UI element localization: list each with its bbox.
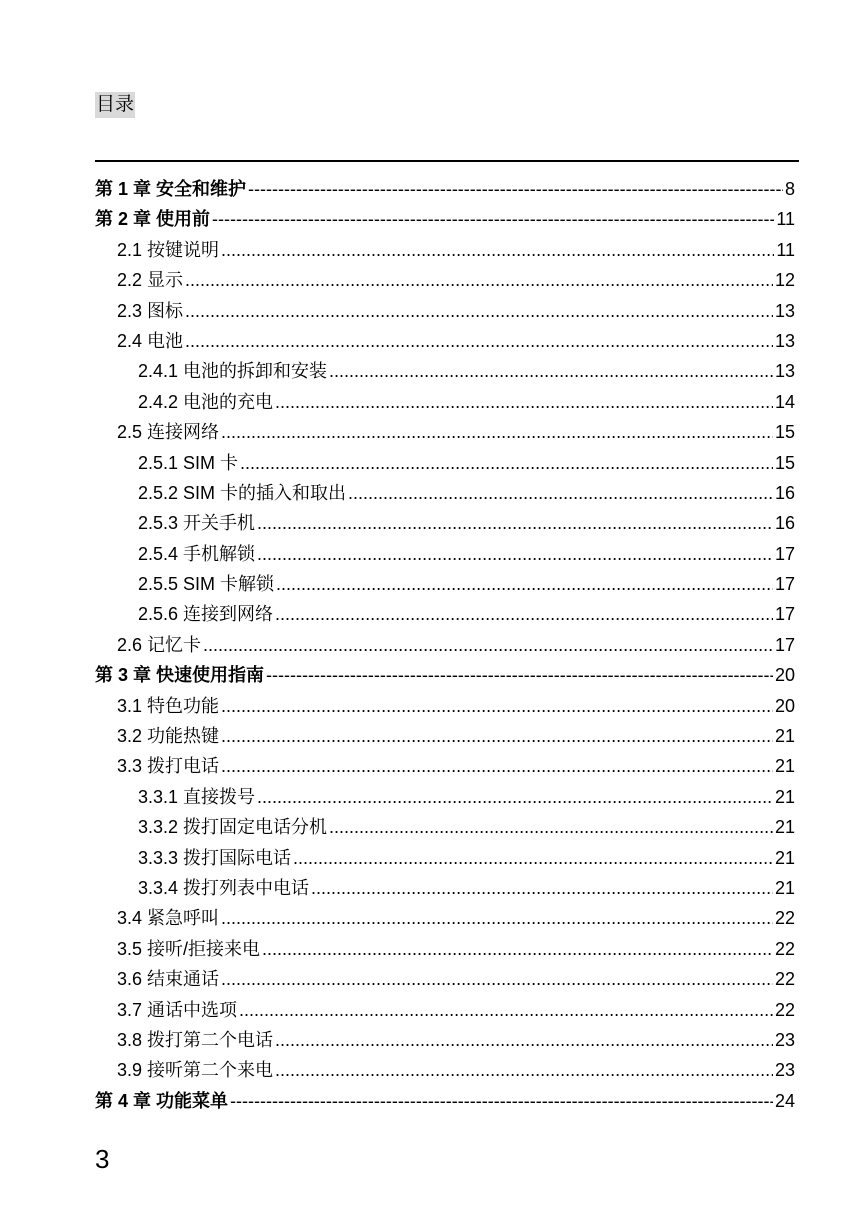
toc-dot-leader bbox=[203, 630, 773, 660]
toc-section-entry[interactable] bbox=[95, 417, 795, 447]
toc-section-entry[interactable] bbox=[95, 843, 795, 873]
toc-entry-label: 第 2 章 使用前 bbox=[95, 209, 211, 230]
toc-chapter-entry[interactable] bbox=[95, 660, 795, 690]
toc-entry-page: 16 bbox=[774, 513, 795, 534]
toc-section-entry[interactable] bbox=[95, 630, 795, 660]
toc-section-entry[interactable] bbox=[95, 812, 795, 842]
toc-entry-label: 2.2 显示 bbox=[117, 270, 184, 291]
toc-entry-page: 22 bbox=[774, 938, 795, 959]
toc-entry-label: 3.9 接听第二个来电 bbox=[117, 1060, 274, 1081]
toc-dot-leader bbox=[221, 964, 773, 994]
toc-entry-label: 3.3.3 拨打国际电话 bbox=[138, 847, 292, 868]
toc-entry-page: 17 bbox=[774, 634, 795, 655]
toc-entry-label: 2.5 连接网络 bbox=[117, 422, 220, 443]
toc-dot-leader bbox=[262, 934, 773, 964]
toc-entry-label: 3.7 通话中选项 bbox=[117, 999, 238, 1020]
toc-section-entry[interactable] bbox=[95, 539, 795, 569]
toc-section-entry[interactable] bbox=[95, 721, 795, 751]
toc-dot-leader bbox=[212, 204, 774, 234]
toc-chapter-entry[interactable] bbox=[95, 204, 795, 234]
toc-title: 目录 bbox=[95, 92, 135, 118]
toc-entry-label: 3.8 拨打第二个电话 bbox=[117, 1029, 274, 1050]
toc-entry-page: 21 bbox=[774, 786, 795, 807]
toc-section-entry[interactable] bbox=[95, 873, 795, 903]
toc-section-entry[interactable] bbox=[95, 782, 795, 812]
toc-dot-leader bbox=[329, 356, 773, 386]
toc-entry-label: 3.4 紧急呼叫 bbox=[117, 908, 220, 929]
toc-entry-page: 11 bbox=[776, 239, 795, 260]
toc-dot-leader bbox=[221, 751, 773, 781]
toc-entry-label: 3.3.1 直接拨号 bbox=[138, 786, 256, 807]
toc-entry-label: 2.4.2 电池的充电 bbox=[138, 391, 274, 412]
toc-dot-leader bbox=[239, 995, 773, 1025]
toc-dot-leader bbox=[230, 1086, 773, 1116]
toc-section-entry[interactable] bbox=[95, 569, 795, 599]
toc-entry-page: 14 bbox=[774, 391, 795, 412]
toc-entry-page: 21 bbox=[774, 847, 795, 868]
toc-dot-leader bbox=[240, 448, 773, 478]
toc-section-entry[interactable] bbox=[95, 903, 795, 933]
toc-entry-label: 2.5.1 SIM 卡 bbox=[138, 452, 239, 473]
toc-entry-page: 24 bbox=[774, 1090, 795, 1111]
toc-chapter-entry[interactable] bbox=[95, 174, 795, 204]
toc-entry-page: 13 bbox=[774, 300, 795, 321]
toc-entry-page: 17 bbox=[774, 574, 795, 595]
toc-dot-leader bbox=[275, 1055, 773, 1085]
toc-entry-label: 2.5.3 开关手机 bbox=[138, 513, 256, 534]
toc-section-entry[interactable] bbox=[95, 599, 795, 629]
toc-entry-label: 2.5.2 SIM 卡的插入和取出 bbox=[138, 482, 347, 503]
toc-section-entry[interactable] bbox=[95, 265, 795, 295]
toc-section-entry[interactable] bbox=[95, 964, 795, 994]
toc-section-entry[interactable] bbox=[95, 508, 795, 538]
toc-dot-leader bbox=[329, 812, 773, 842]
toc-dot-leader bbox=[266, 660, 773, 690]
toc-dot-leader bbox=[293, 843, 773, 873]
toc-entry-label: 3.3.2 拨打固定电话分机 bbox=[138, 817, 328, 838]
toc-entry-label: 2.6 记忆卡 bbox=[117, 634, 202, 655]
page-number: 3 bbox=[95, 1144, 110, 1174]
toc-entry-label: 2.3 图标 bbox=[117, 300, 184, 321]
toc-entry-label: 2.5.4 手机解锁 bbox=[138, 543, 256, 564]
toc-dot-leader bbox=[275, 1025, 773, 1055]
toc-dot-leader bbox=[221, 903, 773, 933]
toc-dot-leader bbox=[275, 599, 773, 629]
toc-entry-page: 11 bbox=[776, 209, 795, 230]
toc-section-entry[interactable] bbox=[95, 934, 795, 964]
toc-section-entry[interactable] bbox=[95, 296, 795, 326]
toc-chapter-entry[interactable] bbox=[95, 1086, 795, 1116]
toc-entry-page: 16 bbox=[774, 482, 795, 503]
table-of-contents bbox=[95, 174, 795, 1116]
toc-entry-label: 3.3.4 拨打列表中电话 bbox=[138, 877, 310, 898]
toc-dot-leader bbox=[221, 721, 773, 751]
toc-section-entry[interactable] bbox=[95, 691, 795, 721]
toc-section-entry[interactable] bbox=[95, 1025, 795, 1055]
toc-entry-label: 3.5 接听/拒接来电 bbox=[117, 938, 261, 959]
toc-entry-page: 21 bbox=[774, 726, 795, 747]
toc-entry-page: 22 bbox=[774, 999, 795, 1020]
toc-entry-label: 2.4 电池 bbox=[117, 330, 184, 351]
toc-entry-page: 8 bbox=[784, 179, 795, 199]
toc-dot-leader bbox=[221, 417, 773, 447]
toc-entry-page: 21 bbox=[774, 756, 795, 777]
toc-dot-leader bbox=[276, 569, 773, 599]
toc-entry-label: 3.1 特色功能 bbox=[117, 695, 220, 716]
toc-section-entry[interactable] bbox=[95, 356, 795, 386]
title-divider bbox=[95, 160, 799, 162]
toc-entry-page: 22 bbox=[774, 908, 795, 929]
toc-entry-label: 2.5.5 SIM 卡解锁 bbox=[138, 574, 275, 595]
toc-entry-page: 20 bbox=[774, 695, 795, 716]
toc-section-entry[interactable] bbox=[95, 387, 795, 417]
toc-entry-page: 23 bbox=[774, 1029, 795, 1050]
toc-section-entry[interactable] bbox=[95, 448, 795, 478]
toc-dot-leader bbox=[185, 265, 773, 295]
toc-entry-label: 2.4.1 电池的拆卸和安装 bbox=[138, 361, 328, 382]
toc-entry-label: 2.1 按键说明 bbox=[117, 239, 220, 260]
toc-entry-label: 3.2 功能热键 bbox=[117, 726, 220, 747]
toc-dot-leader bbox=[257, 539, 773, 569]
toc-section-entry[interactable] bbox=[95, 326, 795, 356]
toc-section-entry[interactable] bbox=[95, 478, 795, 508]
toc-section-entry[interactable] bbox=[95, 995, 795, 1025]
toc-entry-page: 12 bbox=[774, 270, 795, 291]
toc-dot-leader bbox=[221, 235, 774, 265]
toc-entry-page: 17 bbox=[774, 604, 795, 625]
toc-entry-page: 20 bbox=[774, 665, 795, 686]
toc-entry-label: 2.5.6 连接到网络 bbox=[138, 604, 274, 625]
toc-entry-page: 22 bbox=[774, 969, 795, 990]
toc-entry-page: 21 bbox=[774, 817, 795, 838]
toc-dot-leader bbox=[248, 174, 783, 204]
toc-entry-page: 17 bbox=[774, 543, 795, 564]
toc-entry-page: 15 bbox=[774, 422, 795, 443]
toc-entry-page: 23 bbox=[774, 1060, 795, 1081]
toc-entry-page: 21 bbox=[774, 877, 795, 898]
toc-dot-leader bbox=[221, 691, 773, 721]
toc-dot-leader bbox=[311, 873, 773, 903]
toc-entry-label: 3.6 结束通话 bbox=[117, 969, 220, 990]
toc-dot-leader bbox=[185, 296, 773, 326]
toc-dot-leader bbox=[275, 387, 773, 417]
toc-dot-leader bbox=[257, 782, 773, 812]
toc-entry-label: 3.3 拨打电话 bbox=[117, 756, 220, 777]
toc-entry-page: 13 bbox=[774, 361, 795, 382]
toc-entry-label: 第 4 章 功能菜单 bbox=[95, 1090, 229, 1111]
toc-entry-page: 13 bbox=[774, 330, 795, 351]
toc-section-entry[interactable] bbox=[95, 235, 795, 265]
toc-entry-label: 第 1 章 安全和维护 bbox=[95, 179, 247, 199]
toc-dot-leader bbox=[185, 326, 773, 356]
toc-dot-leader bbox=[257, 508, 773, 538]
toc-section-entry[interactable] bbox=[95, 751, 795, 781]
toc-section-entry[interactable] bbox=[95, 1055, 795, 1085]
toc-dot-leader bbox=[348, 478, 773, 508]
toc-entry-label: 第 3 章 快速使用指南 bbox=[95, 665, 265, 686]
toc-entry-page: 15 bbox=[774, 452, 795, 473]
